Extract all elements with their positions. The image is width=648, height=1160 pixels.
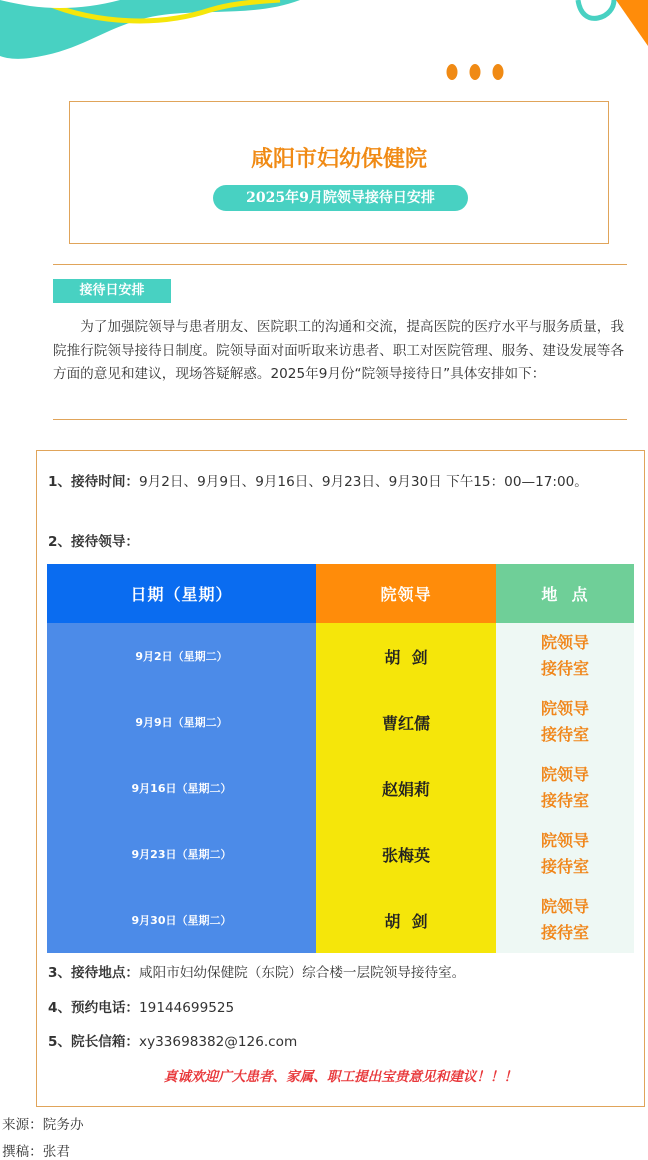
header-place: 地 点 [496,564,634,623]
row-place [496,755,634,821]
schedule-table [47,564,634,953]
reception-leaders-label: 2、接待领导： [48,534,140,550]
header-date: 日期（星期） [47,564,316,623]
row-date: 9月30日（星期二） [47,887,316,953]
table-row [47,821,634,887]
reception-place-label: 3、接待地点： [48,965,140,981]
reception-place [48,962,638,986]
closing-message: 真诚欢迎广大患者、家属、职工提出宝贵意见和建议！！！ [163,1069,518,1085]
section-tag: 接待日安排 [53,279,171,303]
hospital-name: 咸阳市妇幼保健院 [250,146,427,172]
details-box [36,450,645,1107]
director-email-label: 5、院长信箱： [48,1034,140,1050]
table-row [47,623,634,689]
place-line-1: 院领导 [540,831,589,850]
intro-paragraph: 为了加强院领导与患者朋友、医院职工的沟通和交流，提高医院的医疗水平与服务质量，我院推行院领导接待日制度。院领导面对面听取来访患者、职工对医院管理、服务、建设发展等各方面的意见和建议，现场答疑解惑。2025年9月份“院领导接待日”具体安排如下： [53,319,624,382]
reception-time-label: 1、接待时间： [48,474,140,490]
place-line-2: 接待室 [540,923,589,942]
row-leader: 张梅英 [316,821,496,887]
dots-decoration [444,62,506,82]
place-line-2: 接待室 [540,791,589,810]
director-email-value[interactable]: xy33698382@126.com [139,1034,298,1050]
place-line-1: 院领导 [540,765,589,784]
subtitle-pill: 2025年9月院领导接待日安排 [213,185,468,211]
reservation-phone [48,997,638,1021]
reservation-phone-label: 4、预约电话： [48,1000,140,1016]
author-line: 撰稿：张君 [2,1144,70,1160]
table-row [47,887,634,953]
row-leader: 赵娟莉 [316,755,496,821]
table-row [47,755,634,821]
place-line-1: 院领导 [540,699,589,718]
header-leader: 院领导 [316,564,496,623]
table-header-row [47,564,634,623]
divider-top [53,264,627,265]
director-email [48,1031,638,1055]
place-line-2: 接待室 [540,659,589,678]
row-date: 9月9日（星期二） [47,689,316,755]
table-row [47,689,634,755]
row-place [496,689,634,755]
reception-time-value: 9月2日、9月9日、9月16日、9月23日、9月30日 下午15：00—17:00。 [139,474,588,490]
row-place [496,887,634,953]
row-leader: 曹红儒 [316,689,496,755]
row-leader: 胡 剑 [316,623,496,689]
reception-leaders [48,531,638,555]
title-box [69,101,609,244]
row-place [496,623,634,689]
place-line-2: 接待室 [540,857,589,876]
row-date: 9月2日（星期二） [47,623,316,689]
place-line-2: 接待室 [540,725,589,744]
divider-bottom [53,419,627,420]
row-leader: 胡 剑 [316,887,496,953]
row-date: 9月16日（星期二） [47,755,316,821]
reception-time [48,471,638,495]
row-place [496,821,634,887]
decorative-wave-graphic [0,0,320,70]
reservation-phone-value[interactable]: 19144699525 [139,1000,235,1016]
place-line-1: 院领导 [540,897,589,916]
row-date: 9月23日（星期二） [47,821,316,887]
decorative-corner-graphic [558,0,648,50]
source-line: 来源：院务办 [2,1117,84,1133]
reception-place-value: 咸阳市妇幼保健院（东院）综合楼一层院领导接待室。 [139,965,466,981]
place-line-1: 院领导 [540,633,589,652]
